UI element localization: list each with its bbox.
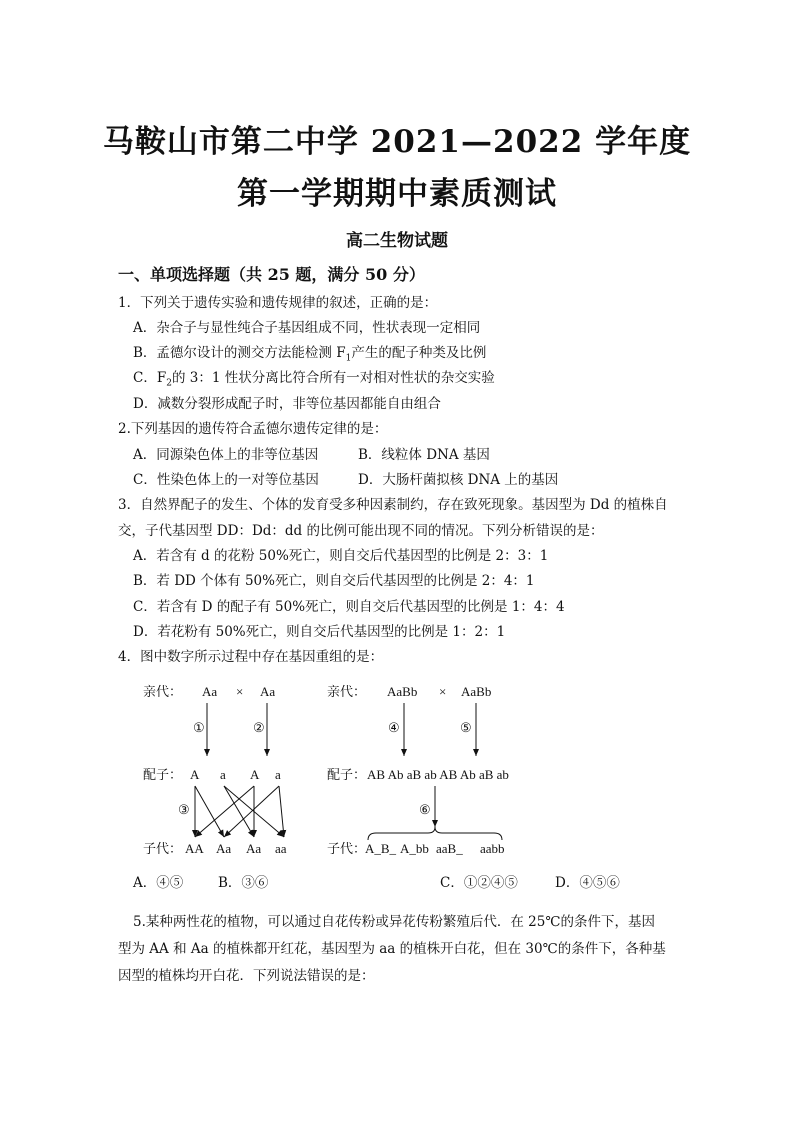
left-offspring-2: Aa — [216, 841, 232, 856]
q1-option-c-text: C．F — [133, 370, 167, 386]
left-gamete-3: A — [250, 767, 260, 782]
offspring-brace — [368, 827, 502, 840]
right-offspring-4: aabb — [480, 841, 505, 856]
q1-stem: 1．下列关于遗传实验和遗传规律的叙述，正确的是： — [118, 295, 438, 311]
left-offspring-label: 子代： — [143, 841, 183, 856]
right-gametes: AB Ab aB ab AB Ab aB ab — [367, 767, 509, 782]
q3-stem-line1: 3．自然界配子的发生、个体的发育受多种因素制约，存在致死现象。基因型为 Dd 的植株自 — [118, 497, 668, 513]
fertilization-arrows — [195, 786, 284, 837]
step-1-marker: ① — [193, 720, 205, 735]
step-3-marker: ③ — [178, 802, 190, 817]
q1-option-c-text-end: 的 3：1 性状分离比符合所有一对相对性状的杂交实验 — [171, 370, 495, 386]
q3-option-d: D．若花粉有 50%死亡，则自交后代基因型的比例是 1：2：1 — [133, 624, 506, 640]
q5-stem-line3: 因型的植株均开白花．下列说法错误的是： — [118, 968, 375, 984]
step-2-marker: ② — [253, 720, 265, 735]
exam-title-line1: 马鞍山市第二中学 2021—2022 学年度 — [102, 124, 692, 160]
left-gamete-4: a — [275, 767, 281, 782]
left-parent-1: Aa — [202, 684, 218, 699]
q2-option-c: C．性染色体上的一对等位基因 — [133, 472, 319, 488]
genetic-cross-diagram — [138, 680, 538, 860]
right-offspring-3: aaB_ — [436, 841, 463, 856]
q2-option-b: B．线粒体 DNA 基因 — [358, 447, 490, 463]
q1-option-d: D．减数分裂形成配子时，非等位基因都能自由组合 — [133, 396, 441, 412]
left-offspring-4: aa — [275, 841, 287, 856]
q1-option-b-text-end: 产生的配子种类及比例 — [351, 345, 487, 361]
section-heading: 一、单项选择题（共 25 题，满分 50 分） — [118, 265, 425, 284]
right-offspring-1: A_B_ — [365, 841, 397, 856]
right-parent-1: AaBb — [387, 684, 418, 699]
right-parent-2: AaBb — [461, 684, 492, 699]
left-offspring-1: AA — [185, 841, 204, 856]
right-offspring-label: 子代： — [327, 841, 367, 856]
q2-stem: 2.下列基因的遗传符合孟德尔遗传定律的是： — [118, 421, 388, 437]
q4-option-a: A．④⑤ — [133, 875, 184, 891]
left-gamete-label: 配子： — [143, 767, 183, 782]
q1-option-b-subscript: 1 — [345, 353, 352, 364]
q3-option-b: B．若 DD 个体有 50%死亡，则自交后代基因型的比例是 2：4：1 — [133, 573, 535, 589]
q3-option-c: C．若含有 D 的配子有 50%死亡，则自交后代基因型的比例是 1：4：4 — [133, 599, 565, 615]
q5-stem-line2: 型为 AA 和 Aa 的植株都开红花，基因型为 aa 的植株开白花，但在 30℃的条件下，各种基 — [118, 941, 666, 957]
q1-option-a: A．杂合子与显性纯合子基因组成不同，性状表现一定相同 — [133, 320, 481, 336]
step-6-marker: ⑥ — [419, 802, 431, 817]
left-cross-symbol: × — [236, 684, 244, 699]
q1-option-c-subscript: 2 — [166, 378, 172, 389]
exam-title-line2: 第一学期期中素质测试 — [237, 176, 557, 212]
q4-stem: 4．图中数字所示过程中存在基因重组的是： — [118, 649, 384, 665]
q2-option-d: D．大肠杆菌拟核 DNA 上的基因 — [358, 472, 559, 488]
left-gamete-2: a — [220, 767, 226, 782]
q1-option-b — [133, 341, 486, 364]
q3-stem-line2: 交，子代基因型 DD：Dd：dd 的比例可能出现不同的情况。下列分析错误的是： — [118, 523, 604, 539]
step-5-marker: ⑤ — [460, 720, 472, 735]
q4-option-d: D．④⑤⑥ — [555, 875, 620, 891]
q5-stem-line1: 5.某种两性花的植物，可以通过自花传粉或异花传粉繁殖后代．在 25℃的条件下，基因 — [133, 914, 655, 930]
q4-option-b: B．③⑥ — [218, 875, 269, 891]
right-gamete-label: 配子： — [327, 767, 367, 782]
left-parent-2: Aa — [260, 684, 276, 699]
exam-subtitle: 高二生物试题 — [346, 231, 448, 251]
q1-option-b-text: B．孟德尔设计的测交方法能检测 F — [133, 345, 346, 361]
right-cross-symbol: × — [439, 684, 447, 699]
q3-option-a: A．若含有 d 的花粉 50%死亡，则自交后代基因型的比例是 2：3：1 — [133, 548, 549, 564]
q1-option-c — [133, 366, 495, 389]
left-offspring-3: Aa — [246, 841, 262, 856]
left-gamete-1: A — [190, 767, 200, 782]
step-4-marker: ④ — [388, 720, 400, 735]
left-parent-label: 亲代： — [143, 684, 183, 699]
right-parent-label: 亲代： — [327, 684, 367, 699]
q4-option-c: C．①②④⑤ — [440, 875, 518, 891]
q2-option-a: A．同源染色体上的非等位基因 — [133, 447, 319, 463]
right-offspring-2: A_bb — [400, 841, 429, 856]
